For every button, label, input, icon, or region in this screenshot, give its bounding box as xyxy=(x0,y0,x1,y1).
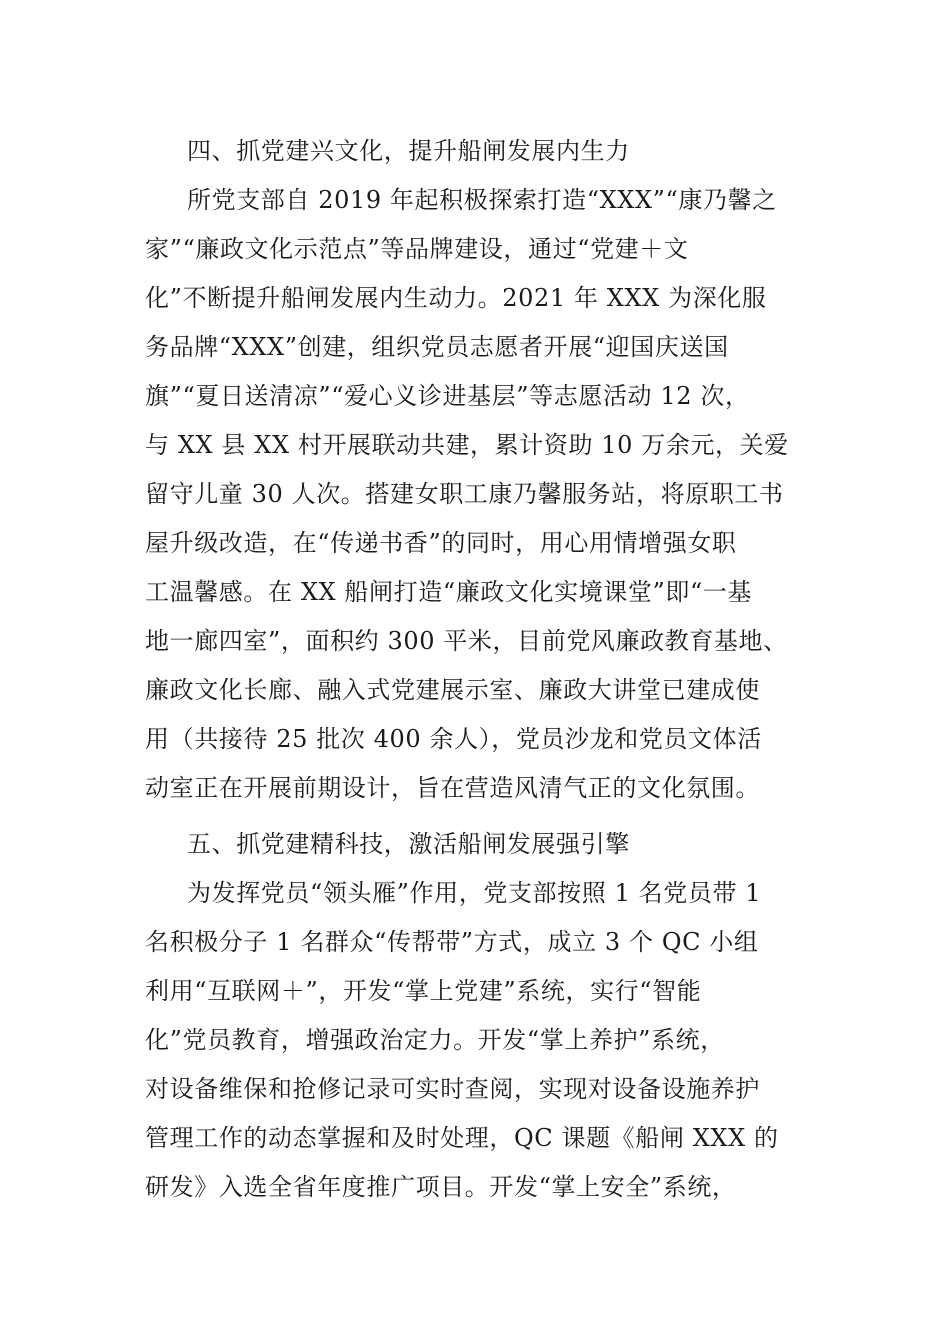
paragraph-line: 化”党员教育，增强政治定力。开发“掌上养护”系统， xyxy=(145,1026,725,1054)
paragraph-line: 研发》入选全省年度推广项目。开发“掌上安全”系统， xyxy=(145,1173,737,1201)
paragraph-line: 利用“互联网＋”，开发“掌上党建”系统，实行“智能 xyxy=(145,977,702,1005)
section-heading-5: 五、抓党建精科技，激活船闸发展强引擎 xyxy=(187,830,630,858)
paragraph-line: 屋升级改造，在“传递书香”的同时，用心用情增强女职 xyxy=(145,529,737,557)
paragraph-line: 家”“廉政文化示范点”等品牌建设，通过“党建＋文 xyxy=(145,235,689,263)
paragraph-line: 名积极分子 1 名群众“传帮带”方式，成立 3 个 QC 小组 xyxy=(145,928,759,956)
paragraph-line: 管理工作的动态掌握和及时处理，QC 课题《船闸 XXX 的 xyxy=(145,1124,779,1152)
paragraph-line: 用（共接待 25 批次 400 余人），党员沙龙和党员文体活 xyxy=(145,725,762,753)
paragraph-line: 务品牌“XXX”创建，组织党员志愿者开展“迎国庆送国 xyxy=(145,333,729,361)
paragraph-line: 动室正在开展前期设计，旨在营造风清气正的文化氛围。 xyxy=(145,774,760,802)
paragraph-line: 所党支部自 2019 年起积极探索打造“XXX”“康乃馨之 xyxy=(187,186,777,214)
paragraph-line: 工温馨感。在 XX 船闸打造“廉政文化实境课堂”即“一基 xyxy=(145,578,753,606)
paragraph-line: 为发挥党员“领头雁”作用，党支部按照 1 名党员带 1 xyxy=(187,879,762,907)
paragraph-line: 与 XX 县 XX 村开展联动共建，累计资助 10 万余元，关爱 xyxy=(145,431,789,459)
paragraph-line: 化”不断提升船闸发展内生动力。2021 年 XXX 为深化服 xyxy=(145,284,767,312)
paragraph-line: 地一廊四室”，面积约 300 平米，目前党风廉政教育基地、 xyxy=(145,627,788,655)
paragraph-line: 对设备维保和抢修记录可实时查阅，实现对设备设施养护 xyxy=(145,1075,760,1103)
section-heading-4: 四、抓党建兴文化，提升船闸发展内生力 xyxy=(187,137,630,165)
paragraph-line: 旗”“夏日送清凉”“爱心义诊进基层”等志愿活动 12 次， xyxy=(145,382,750,410)
paragraph-line: 廉政文化长廊、融入式党建展示室、廉政大讲堂已建成使 xyxy=(145,676,760,704)
paragraph-line: 留守儿童 30 人次。搭建女职工康乃馨服务站，将原职工书 xyxy=(145,480,784,508)
